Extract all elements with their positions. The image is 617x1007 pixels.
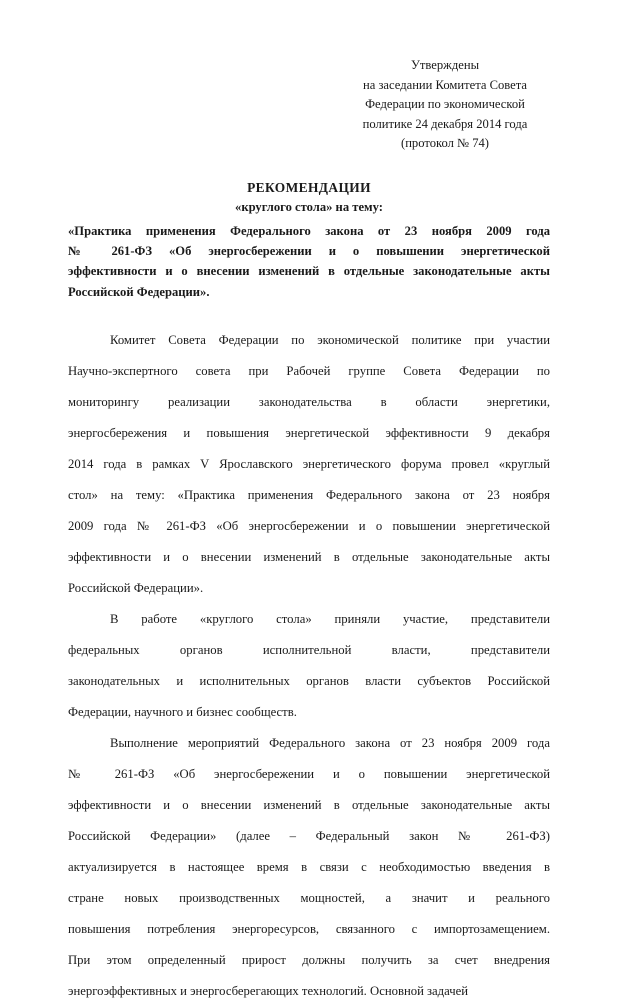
approval-header-block: [338, 56, 552, 154]
body-line: федеральных органов исполнительной власти, представители: [68, 643, 550, 657]
topic-line: Российской Федерации».: [68, 284, 210, 299]
body-line: мониторингу реализации законодательства в области энергетики,: [68, 395, 550, 409]
body-line: В работе «круглого стола» приняли участие, представители: [110, 612, 550, 626]
document-topic: [68, 221, 550, 302]
body-line: энергосбережения и повышения энергетической эффективности 9 декабря: [68, 426, 550, 440]
approval-line-3: Федерации по экономической: [365, 97, 525, 112]
topic-line: «Практика применения Федерального закона от 23 ноября 2009 года: [68, 224, 550, 238]
body-line: Российской Федерации».: [68, 581, 204, 595]
body-line: Выполнение мероприятий Федерального закона от 23 ноября 2009 года: [110, 736, 550, 750]
body-line: Комитет Совета Федерации по экономической политике при участии: [110, 333, 550, 347]
approval-line-2: на заседании Комитета Совета: [362, 77, 527, 92]
paragraph-3: [68, 728, 550, 1007]
body-line: Федерации, научного и бизнес сообществ.: [68, 705, 297, 719]
approval-protocol-number: (протокол № 74): [401, 136, 489, 151]
document-title: РЕКОМЕНДАЦИИ: [247, 180, 371, 195]
topic-line: № 261-ФЗ «Об энергосбережении и о повышении энергетической: [68, 244, 550, 259]
paragraph-1: [68, 325, 550, 604]
body-line: законодательных и исполнительных органов власти субъектов Российской: [68, 674, 550, 688]
paragraph-2: [68, 604, 550, 728]
document-subtitle: «круглого стола» на тему:: [235, 200, 383, 214]
topic-line: эффективности и о внесении изменений в отдельные законодательные акты: [68, 264, 550, 279]
body-line: актуализируется в настоящее время в связи с необходимостью введения в: [68, 860, 550, 874]
body-line: При этом определенный прирост должны получить за счет внедрения: [68, 953, 550, 967]
body-line: повышения потребления энергоресурсов, связанного с импортозамещением.: [68, 922, 550, 936]
body-line: Российской Федерации» (далее – Федеральный закон № 261-ФЗ): [68, 829, 550, 843]
body-line: Научно-экспертного совета при Рабочей группе Совета Федерации по: [68, 364, 550, 378]
body-line: 2014 года в рамках V Ярославского энергетического форума провел «круглый: [68, 457, 550, 471]
body-line: 2009 года № 261-ФЗ «Об энергосбережении и о повышении энергетической: [68, 519, 550, 533]
body-line: № 261-ФЗ «Об энергосбережении и о повышении энергетической: [68, 767, 550, 781]
body-line: стол» на тему: «Практика применения Федерального закона от 23 ноября: [68, 488, 550, 502]
body-line: стране новых производственных мощностей, а значит и реального: [68, 891, 550, 905]
document-body: [68, 325, 550, 1007]
approval-line-4: политике 24 декабря 2014 года: [362, 116, 528, 131]
body-line: эффективности и о внесении изменений в отдельные законодательные акты: [68, 798, 550, 812]
body-line: эффективности и о внесении изменений в отдельные законодательные акты: [68, 550, 550, 564]
approval-line-1: Утверждены: [410, 58, 480, 72]
body-line: энергоэффективных и энергосберегающих технологий. Основной задачей: [68, 984, 469, 998]
